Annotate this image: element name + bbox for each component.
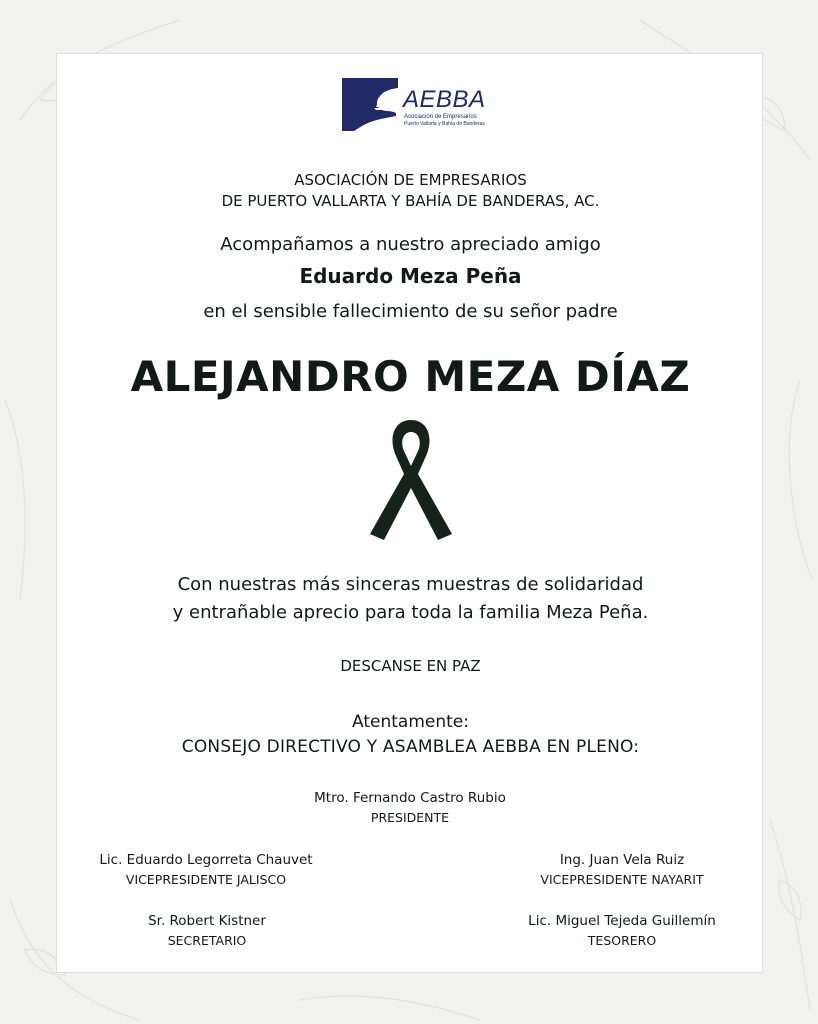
rest-in-peace-text: DESCANSE EN PAZ xyxy=(340,657,481,675)
condolence-line-2: y entrañable aprecio para toda la familia Meza Peña. xyxy=(172,602,649,623)
signatory-president xyxy=(260,790,560,825)
signatory-vp-nayarit xyxy=(497,852,747,887)
aebba-logo xyxy=(340,76,500,134)
signatory-role: PRESIDENTE xyxy=(370,810,450,825)
signatory-treasurer xyxy=(487,913,757,948)
sensible-text: en el sensible fallecimiento de su señor padre xyxy=(203,301,618,322)
condolence-card xyxy=(56,53,763,973)
signatory-name: Ing. Juan Vela Ruiz xyxy=(559,852,685,868)
signatory-role: SECRETARIO xyxy=(167,933,247,948)
signatory-secretary xyxy=(97,913,317,948)
bay-map-logo-icon xyxy=(340,76,400,132)
association-line-1: ASOCIACIÓN DE EMPRESARIOS xyxy=(294,171,527,189)
association-line-2: DE PUERTO VALLARTA Y BAHÍA DE BANDERAS, AC. xyxy=(221,192,600,210)
logo-tagline-1: Asociación de Empresarios xyxy=(404,114,477,120)
intro-text: Acompañamos a nuestro apreciado amigo xyxy=(220,234,601,255)
signatory-role: VICEPRESIDENTE JALISCO xyxy=(125,872,287,887)
deceased-name: ALEJANDRO MEZA DÍAZ xyxy=(130,352,691,401)
council-text: CONSEJO DIRECTIVO Y ASAMBLEA AEBBA EN PLENO: xyxy=(181,737,640,757)
signatory-name: Sr. Robert Kistner xyxy=(148,913,266,929)
mourning-ribbon-icon xyxy=(366,418,456,540)
condolence-line-1: Con nuestras más sinceras muestras de solidaridad xyxy=(177,574,644,595)
signatory-name: Mtro. Fernando Castro Rubio xyxy=(314,790,506,806)
logo-name: AEBBA xyxy=(403,86,486,113)
signatory-role: VICEPRESIDENTE NAYARIT xyxy=(540,872,704,887)
signatory-name: Lic. Miguel Tejeda Guillemín xyxy=(528,913,716,929)
sincerely-text: Atentamente: xyxy=(352,712,469,732)
logo-tagline-2: Puerto Vallarta y Bahía de Banderas xyxy=(404,121,485,127)
friend-name: Eduardo Meza Peña xyxy=(299,264,522,288)
signatory-role: TESORERO xyxy=(587,933,657,948)
signatory-vp-jalisco xyxy=(71,852,341,887)
signatory-name: Lic. Eduardo Legorreta Chauvet xyxy=(99,852,313,868)
